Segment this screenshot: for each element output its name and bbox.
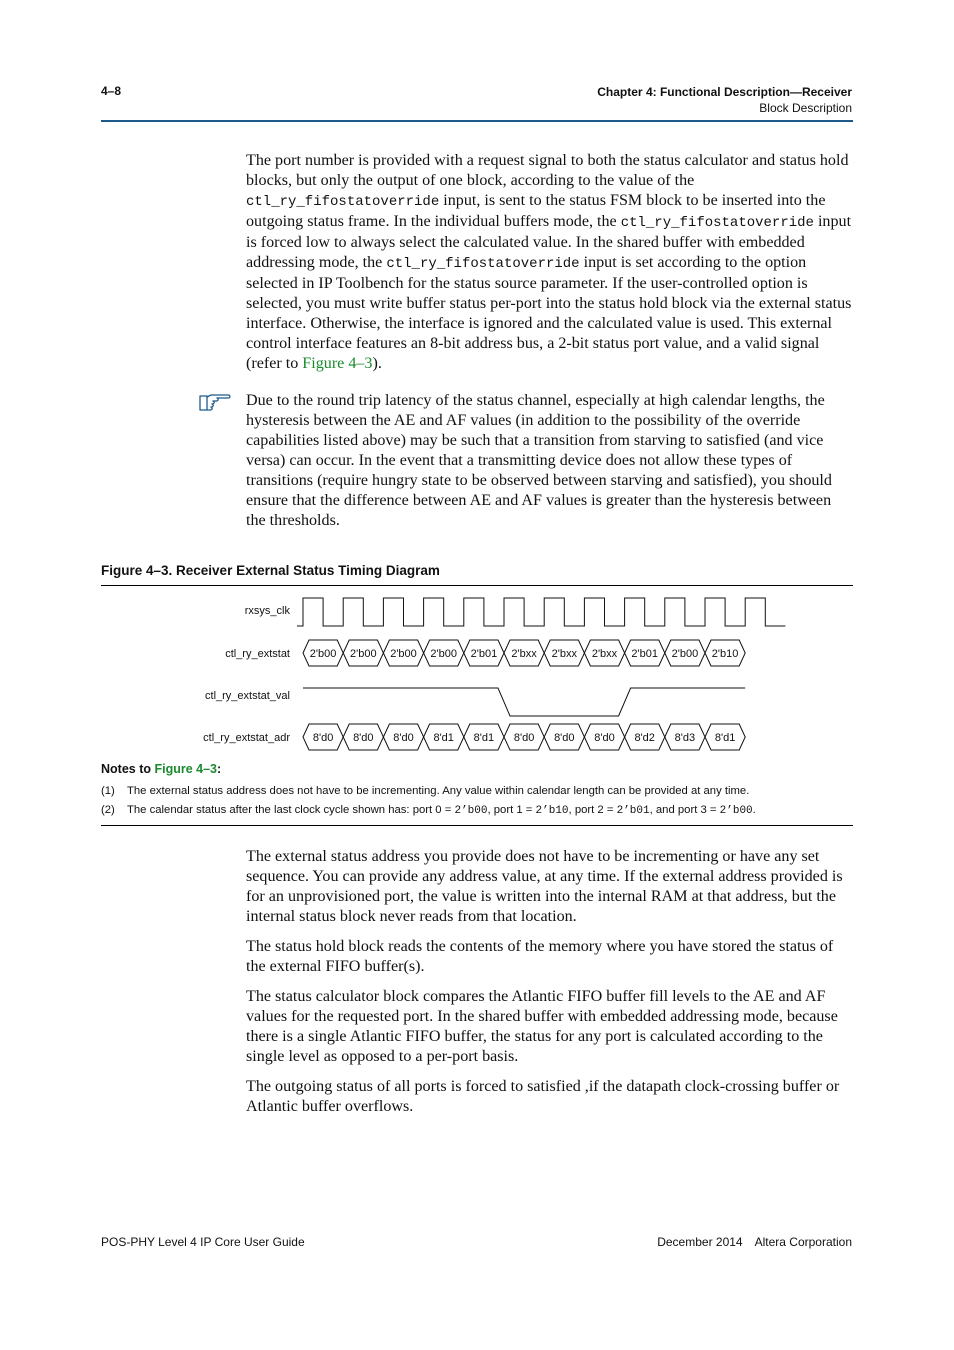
page-number: 4–8: [101, 84, 122, 98]
extstat-value-label: 2'bxx: [591, 648, 618, 660]
code-value: 2’b00: [719, 805, 753, 817]
extstat-value-label: 2'bxx: [551, 648, 577, 660]
extstat-value-label: 2'b00: [671, 648, 699, 660]
extstat-value-label: 2'b01: [470, 648, 498, 660]
text-run: input, is sent to the status FSM block to be inserted into the outgoing status frame. In the individual buffers mode, the: [246, 192, 826, 230]
note-text: , port 2 =: [568, 804, 617, 816]
adr-value-label: 8'd3: [674, 732, 696, 744]
adr-value-label: 8'd1: [473, 732, 495, 744]
note-number: (2): [101, 804, 115, 816]
note-paragraph: Due to the round trip latency of the status channel, especially at high calendar lengths, the hysteresis between the AE and AF values (in addition to the possibility of the override capabilities listed above) may be such that a transition from starving to satisfied (and vice versa) can occur. In the event that a transmitting device does not allow these types of transitions (require hungry state to be observed between starving and satisfied), you should ensure that the difference between AE and AF values is greater than the hysteresis between the thresholds.: [246, 392, 832, 529]
extstat-value-label: 2'b01: [631, 648, 658, 660]
code-value: 2’b10: [535, 805, 569, 817]
adr-value-label: 8'd1: [433, 732, 454, 744]
extstat-value-label: 2'b10: [711, 648, 739, 660]
adr-value-label: 8'd0: [594, 732, 615, 744]
running-header: [597, 84, 852, 116]
note-text: The external status address does not have to be incrementing. Any value within calendar length can be provided at any time.: [127, 785, 750, 797]
text-run: Notes to: [101, 762, 155, 776]
footer-company: Altera Corporation: [754, 1235, 852, 1249]
code-signal-name: ctl_ry_fifostatoverride: [246, 194, 440, 210]
figure-link[interactable]: Figure 4–3: [302, 355, 373, 372]
adr-value-label: 8'd0: [513, 732, 535, 744]
signal-label-extstat: ctl_ry_extstat: [225, 648, 290, 660]
footer-right: [657, 1235, 852, 1249]
note-number: (1): [101, 785, 115, 797]
text-run: input is set according to the option selected in IP Toolbench for the status source parameter. If the user-controlled option is selected, you must write buffer status per-port into the status hold block via the external status interface. Otherwise, the interface is ignored and the calculated value is used. This external control interface features an 8-bit address bus, a 2-bit status port value, and a valid signal (refer to: [246, 254, 852, 372]
signal-label-clk: rxsys_clk: [244, 605, 290, 617]
chapter-title: Chapter 4: Functional Description—Receiver: [597, 85, 852, 99]
pointing-hand-icon: [198, 389, 232, 413]
clock-trace: [297, 598, 785, 626]
body-paragraph-2: The external status address you provide does not have to be incrementing or have any set sequence. You can provide any address value, at any time. If the external address provided is for an unprovisioned port, the value is written into the internal RAM at that address, but the internal status block never reads from that location.: [246, 848, 843, 925]
waveform-clk: [297, 598, 785, 626]
extstat-value-label: 2'b00: [390, 648, 417, 660]
extstat-value-label: 2'bxx: [511, 648, 537, 660]
footer-date: December 2014: [657, 1235, 743, 1249]
signal-label-val: ctl_ry_extstat_val: [205, 690, 290, 702]
code-value: 2’b00: [454, 805, 488, 817]
figure-note-2: [101, 804, 756, 817]
body-paragraph-4: The status calculator block compares the Atlantic FIFO buffer fill levels to the AE and AF values for the requested port. In the shared buffer with embedded addressing mode, because there is a single Atlantic FIFO buffer, the status for any port is calculated according to the single level as opposed to a per-port basis.: [246, 988, 838, 1065]
signal-label-adr: ctl_ry_extstat_adr: [203, 732, 290, 744]
header-rule: [101, 120, 853, 122]
note-text: , port 1 =: [487, 804, 536, 816]
figure-title: Figure 4–3. Receiver External Status Timing Diagram: [101, 563, 440, 578]
extstat-value-label: 2'b00: [350, 648, 377, 660]
text-run: input is forced low to always select the calculated value. In the shared buffer with embedded addressing mode, the: [246, 213, 852, 271]
adr-value-label: 8'd0: [312, 732, 334, 744]
extstat-value-label: 2'b00: [430, 648, 457, 660]
figure-link[interactable]: Figure 4–3: [154, 762, 218, 776]
text-run: :: [217, 762, 222, 776]
figure-rule-bottom: [101, 825, 853, 826]
body-paragraph-5: The outgoing status of all ports is forced to satisfied ,if the datapath clock-crossing buffer or Atlantic buffer overflows.: [246, 1078, 840, 1115]
figure-note-1: [101, 785, 749, 797]
waveform-adr: [303, 724, 745, 750]
note-text: , and port 3 =: [649, 804, 720, 816]
code-signal-name: ctl_ry_fifostatoverride: [386, 256, 580, 272]
note-text: .: [752, 804, 756, 816]
adr-value-label: 8'd0: [393, 732, 414, 744]
waveform-val: [303, 688, 745, 716]
valid-trace: [303, 688, 745, 716]
adr-value-label: 8'd0: [554, 732, 575, 744]
figure-rule-top: [101, 585, 853, 586]
section-title: Block Description: [759, 101, 852, 115]
waveform-extstat: [303, 640, 745, 666]
text-run: ).: [372, 355, 382, 372]
timing-diagram: [101, 590, 853, 758]
adr-value-label: 8'd2: [634, 732, 655, 744]
extstat-value-label: 2'b00: [309, 648, 337, 660]
code-signal-name: ctl_ry_fifostatoverride: [620, 215, 814, 231]
body-paragraph-3: The status hold block reads the contents of the memory where you have stored the status of the external FIFO buffer(s).: [246, 938, 834, 975]
adr-value-label: 8'd1: [714, 732, 736, 744]
text-run: The port number is provided with a request signal to both the status calculator and status hold blocks, but only the output of one block, according to the value of the: [246, 152, 849, 189]
adr-value-label: 8'd0: [353, 732, 374, 744]
body-paragraph-1: [246, 151, 854, 374]
note-text: The calendar status after the last clock cycle shown has: port 0 =: [127, 804, 455, 816]
code-value: 2’b01: [616, 805, 650, 817]
footer-document-title: POS-PHY Level 4 IP Core User Guide: [101, 1235, 305, 1249]
figure-notes-title: [101, 762, 221, 776]
